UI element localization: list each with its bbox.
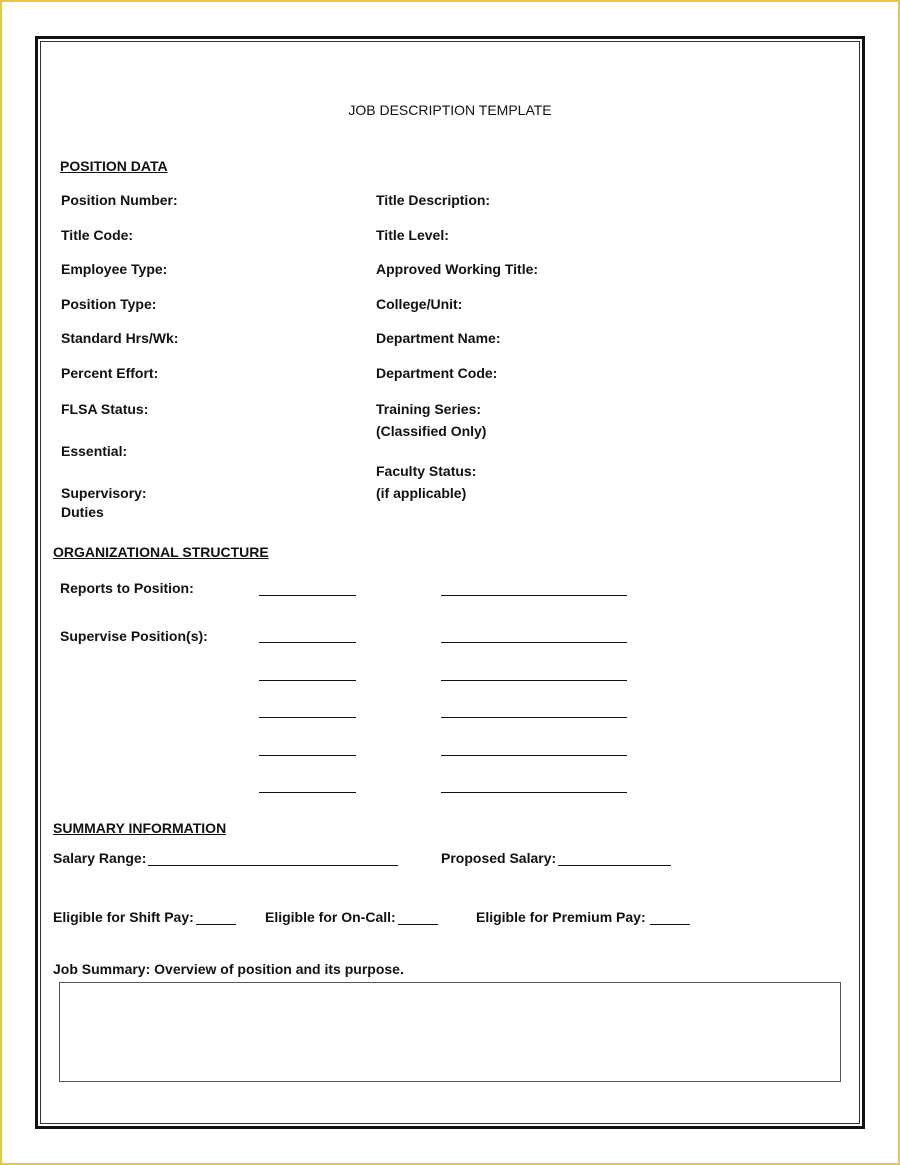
supervise-line-short[interactable] xyxy=(259,680,356,681)
field-faculty-status: Faculty Status: xyxy=(376,463,477,479)
supervise-line-short[interactable] xyxy=(259,642,356,643)
field-title-description: Title Description: xyxy=(376,192,491,208)
field-approved-working-title: Approved Working Title: xyxy=(376,261,539,277)
field-faculty-status-note: (if applicable) xyxy=(376,485,467,501)
reports-to-label: Reports to Position: xyxy=(60,580,194,596)
supervise-line-long[interactable] xyxy=(441,642,627,643)
job-summary-box[interactable] xyxy=(59,982,841,1082)
salary-range-label: Salary Range: xyxy=(53,850,147,866)
field-standard-hours: Standard Hrs/Wk: xyxy=(61,330,179,346)
reports-to-line-long[interactable] xyxy=(441,595,627,596)
field-supervisory: Supervisory: xyxy=(61,485,147,501)
premium-pay-line[interactable] xyxy=(650,924,690,925)
on-call-line[interactable] xyxy=(398,924,438,925)
supervise-line-long[interactable] xyxy=(441,755,627,756)
field-title-level: Title Level: xyxy=(376,227,449,243)
supervise-label: Supervise Position(s): xyxy=(60,628,208,644)
on-call-label: Eligible for On-Call: xyxy=(265,909,396,925)
supervise-line-long[interactable] xyxy=(441,792,627,793)
supervise-line-short[interactable] xyxy=(259,755,356,756)
salary-range-line[interactable] xyxy=(148,865,398,866)
shift-pay-line[interactable] xyxy=(196,924,236,925)
shift-pay-label: Eligible for Shift Pay: xyxy=(53,909,194,925)
job-summary-label: Job Summary: Overview of position and its purpose. xyxy=(53,961,404,977)
org-structure-heading: ORGANIZATIONAL STRUCTURE xyxy=(53,544,269,560)
field-training-series-note: (Classified Only) xyxy=(376,423,487,439)
proposed-salary-line[interactable] xyxy=(558,865,671,866)
field-title-code: Title Code: xyxy=(61,227,134,243)
field-supervisory-duties: Duties xyxy=(61,504,104,520)
field-training-series: Training Series: xyxy=(376,401,482,417)
supervise-line-short[interactable] xyxy=(259,792,356,793)
field-essential: Essential: xyxy=(61,443,128,459)
field-position-type: Position Type: xyxy=(61,296,157,312)
field-college-unit: College/Unit: xyxy=(376,296,463,312)
position-data-heading: POSITION DATA xyxy=(60,158,168,174)
premium-pay-label: Eligible for Premium Pay: xyxy=(476,909,646,925)
field-employee-type: Employee Type: xyxy=(61,261,168,277)
supervise-line-short[interactable] xyxy=(259,717,356,718)
supervise-line-long[interactable] xyxy=(441,680,627,681)
field-department-code: Department Code: xyxy=(376,365,498,381)
supervise-line-long[interactable] xyxy=(441,717,627,718)
field-position-number: Position Number: xyxy=(61,192,178,208)
document-title: JOB DESCRIPTION TEMPLATE xyxy=(348,102,552,118)
proposed-salary-label: Proposed Salary: xyxy=(441,850,557,866)
field-percent-effort: Percent Effort: xyxy=(61,365,159,381)
reports-to-line-short[interactable] xyxy=(259,595,356,596)
field-department-name: Department Name: xyxy=(376,330,501,346)
summary-heading: SUMMARY INFORMATION xyxy=(53,820,227,836)
field-flsa-status: FLSA Status: xyxy=(61,401,149,417)
